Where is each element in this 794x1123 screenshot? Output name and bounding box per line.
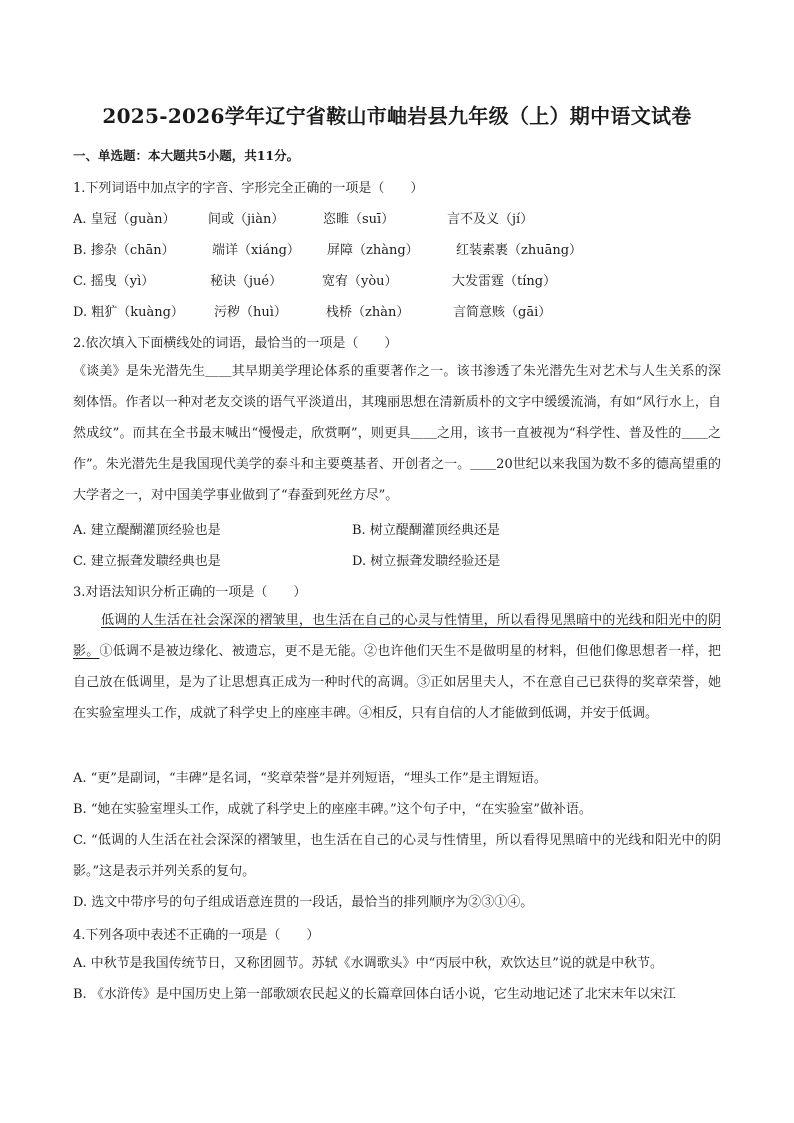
q1-option-c-word2: 秘诀（jué） bbox=[210, 274, 283, 289]
q1-option-c-word3: 宽宥（yòu） bbox=[322, 274, 398, 289]
q3-option-c: C. “低调的人生活在社会深深的褶皱里，也生活在自己的心灵与性情里，所以看得见黑暗中的光线和阳光中的阴影。”这是表示并列关系的复句。 bbox=[73, 833, 721, 879]
q1-option-c-word4: 大发雷霆（tíng） bbox=[452, 274, 557, 289]
q1-option-d-word4: 言简意赅（gāi） bbox=[453, 305, 552, 320]
q1-option-a-word2: 间或（jiàn） bbox=[208, 212, 285, 227]
question-1-stem: 1.下列词语中加点字的字音、字形完全正确的一项是（ ） bbox=[73, 181, 424, 196]
q1-option-b-word2: 端详（xiáng） bbox=[212, 243, 300, 258]
q1-option-a-word4: 言不及义（jí） bbox=[447, 212, 534, 227]
q1-option-d-word2: 污秽（huì） bbox=[214, 305, 287, 320]
q1-option-d-word3: 栈桥（zhàn） bbox=[326, 305, 410, 320]
q2-option-d: D. 树立振聋发聩经验还是 bbox=[352, 554, 501, 569]
q4-option-a: A. 中秋节是我国传统节日，又称团圆节。苏轼《水调歌头》中“丙辰中秋，欢饮达旦”说的就是中秋节。 bbox=[73, 956, 663, 971]
q4-option-b: B. 《水浒传》是中国历史上第一部歌颂农民起义的长篇章回体白话小说，它生动地记述了北宋末年以宋江 bbox=[73, 987, 676, 1002]
q1-option-b-word3: 屏障（zhàng） bbox=[327, 243, 419, 258]
q1-option-c-word1: C. 摇曳（yì） bbox=[73, 274, 155, 289]
q3-option-d: D. 选文中带序号的句子组成语意连贯的一段话，最恰当的排列顺序为②③①④。 bbox=[73, 895, 534, 910]
q3-passage-rest: ①低调不是被边缘化、被遗忘，更不是无能。②也许他们天生不是做明星的材料，但他们像思想者一样，把自己放在低调里，是为了让思想真正成为一种时代的高调。③正如居里夫人，不在意自己已获得的奖章荣誉，她在实验室埋头工作，成就了科学史上的座座丰碑。④相反，只有自信的人才能做到低调，并安于低调。 bbox=[73, 644, 721, 721]
question-3-stem: 3.对语法知识分析正确的一项是（ ） bbox=[73, 585, 307, 600]
section-heading-single-choice: 一、单选题：本大题共5小题，共11分。 bbox=[73, 148, 300, 163]
q2-option-a: A. 建立醍醐灌顶经验也是 bbox=[73, 523, 221, 538]
question-2-stem: 2.依次填入下面横线处的词语，最恰当的一项是（ ） bbox=[73, 336, 398, 351]
question-3-passage bbox=[73, 605, 721, 729]
q1-option-b-word1: B. 掺杂（chān） bbox=[73, 243, 175, 258]
q1-option-a-word3: 恣睢（suī） bbox=[323, 212, 395, 227]
q1-option-a-word1: A. 皇冠（guàn） bbox=[73, 212, 176, 227]
q3-option-a: A. “更”是副词，“丰碑”是名词，“奖章荣誉”是并列短语，“埋头工作”是主谓短语。 bbox=[73, 771, 547, 786]
q1-option-d-word1: D. 粗犷（kuàng） bbox=[73, 305, 184, 320]
q3-underlined-sentence: 低调的人生活在社会深深的褶皱里，也生活在自己的心灵与性情里，所以看得见黑暗中的光线和阳光中的阴影。 bbox=[73, 613, 721, 659]
question-4-stem: 4.下列各项中表述不正确的一项是（ ） bbox=[73, 928, 320, 943]
q2-option-c: C. 建立振聋发聩经典也是 bbox=[73, 554, 221, 569]
q2-option-b: B. 树立醍醐灌顶经典还是 bbox=[352, 523, 500, 538]
q1-option-b-word4: 红装素裹（zhuāng） bbox=[456, 243, 583, 258]
q3-option-b: B. “她在实验室埋头工作，成就了科学史上的座座丰碑。”这个句子中，“在实验室”做补语。 bbox=[73, 802, 592, 817]
question-2-passage: 《谈美》是朱光潜先生＿＿其早期美学理论体系的重要著作之一。该书渗透了朱光潜先生对艺术与人生关系的深刻体悟。作者以一种对老友交谈的语气平淡道出，其瑰丽思想在清新质朴的文字中缓缓流淌，有如“风行水上，自然成纹”。而其在全书最末喊出“慢慢走，欣赏啊”，则更具＿＿之用，该书一直被视为“科学性、普及性的＿＿之作”。朱光潜先生是我国现代美学的泰斗和主要奠基者、开创者之一。＿＿20世纪以来我国为数不多的德高望重的大学者之一，对中国美学事业做到了“春蚕到死丝方尽”。 bbox=[73, 364, 721, 503]
exam-title: 2025-2026学年辽宁省鞍山市岫岩县九年级（上）期中语文试卷 bbox=[102, 104, 692, 128]
